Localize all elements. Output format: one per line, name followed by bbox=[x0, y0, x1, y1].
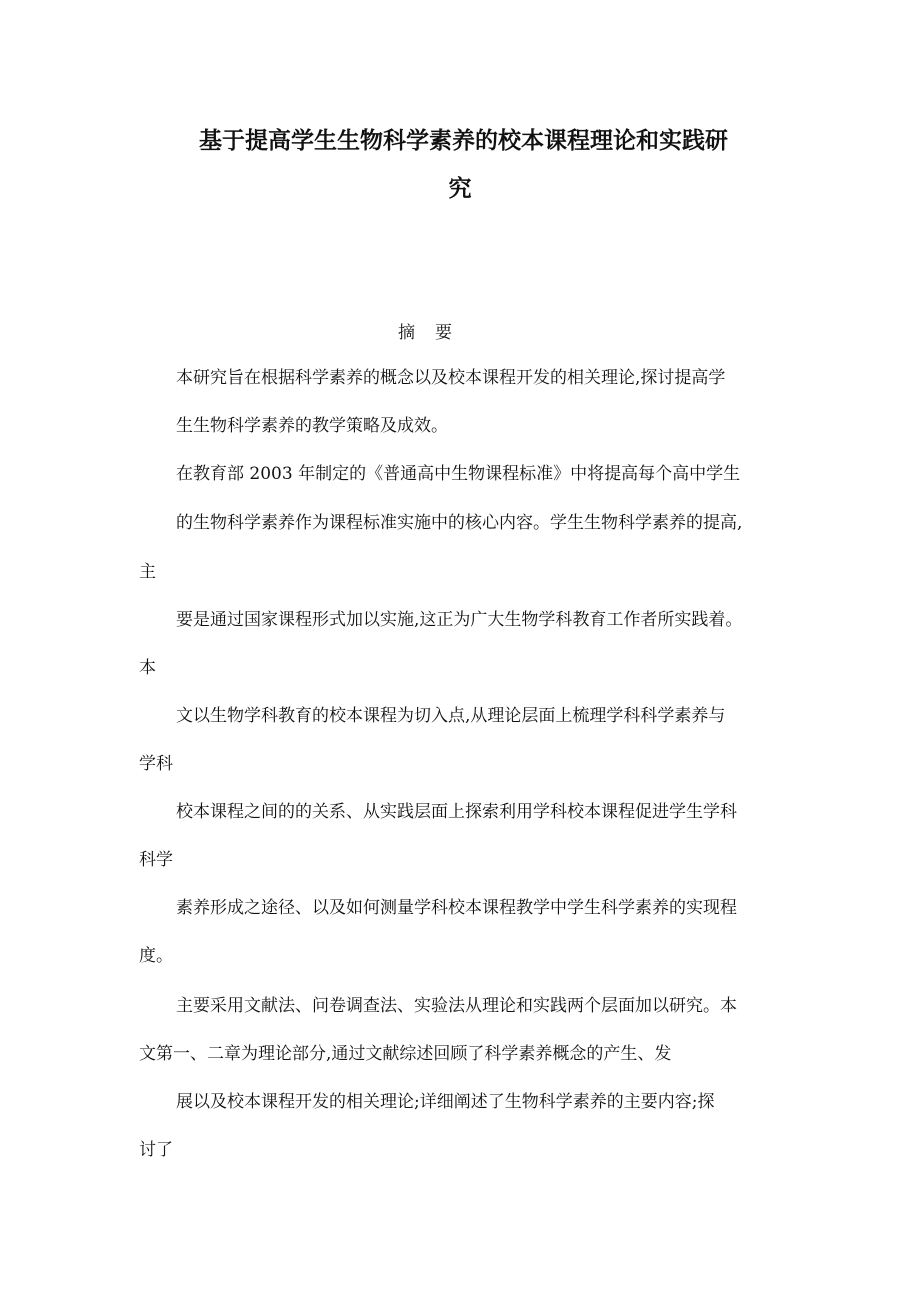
body-line: 素养形成之途径、以及如何测量学科校本课程教学中学生科学素养的实现程 bbox=[176, 898, 737, 918]
body-line: 主要采用文献法、问卷调查法、实验法从理论和实践两个层面加以研究。本 bbox=[176, 996, 737, 1016]
document-title-line-2: 究 bbox=[448, 175, 472, 202]
body-line: 要是通过国家课程形式加以实施,这正为广大生物学科教育工作者所实践着。 bbox=[176, 610, 743, 630]
body-line: 展以及校本课程开发的相关理论;详细阐述了生物科学素养的主要内容;探 bbox=[176, 1092, 715, 1112]
body-line: 的生物科学素养作为课程标准实施中的核心内容。学生生物科学素养的提高, bbox=[176, 513, 743, 533]
body-line: 讨了 bbox=[139, 1140, 173, 1160]
body-line: 本 bbox=[139, 658, 156, 678]
body-line: 文以生物学科教育的校本课程为切入点,从理论层面上梳理学科科学素养与 bbox=[176, 706, 726, 726]
body-line: 生生物科学素养的教学策略及成效。 bbox=[176, 416, 448, 436]
body-line: 主 bbox=[139, 562, 156, 582]
document-title-line-1: 基于提高学生生物科学素养的校本课程理论和实践研 bbox=[199, 127, 728, 154]
body-line: 在教育部 2003 年制定的《普通高中生物课程标准》中将提高每个高中学生 bbox=[176, 464, 741, 484]
body-line: 学科 bbox=[139, 754, 173, 774]
body-line: 本研究旨在根据科学素养的概念以及校本课程开发的相关理论,探讨提高学 bbox=[176, 368, 726, 388]
body-line: 文第一、二章为理论部分,通过文献综述回顾了科学素养概念的产生、发 bbox=[139, 1044, 672, 1064]
body-line: 校本课程之间的的关系、从实践层面上探索利用学科校本课程促进学生学科 bbox=[176, 802, 737, 822]
body-line: 度。 bbox=[139, 946, 173, 966]
body-line: 科学 bbox=[139, 850, 173, 870]
abstract-heading: 摘要 bbox=[398, 323, 472, 343]
